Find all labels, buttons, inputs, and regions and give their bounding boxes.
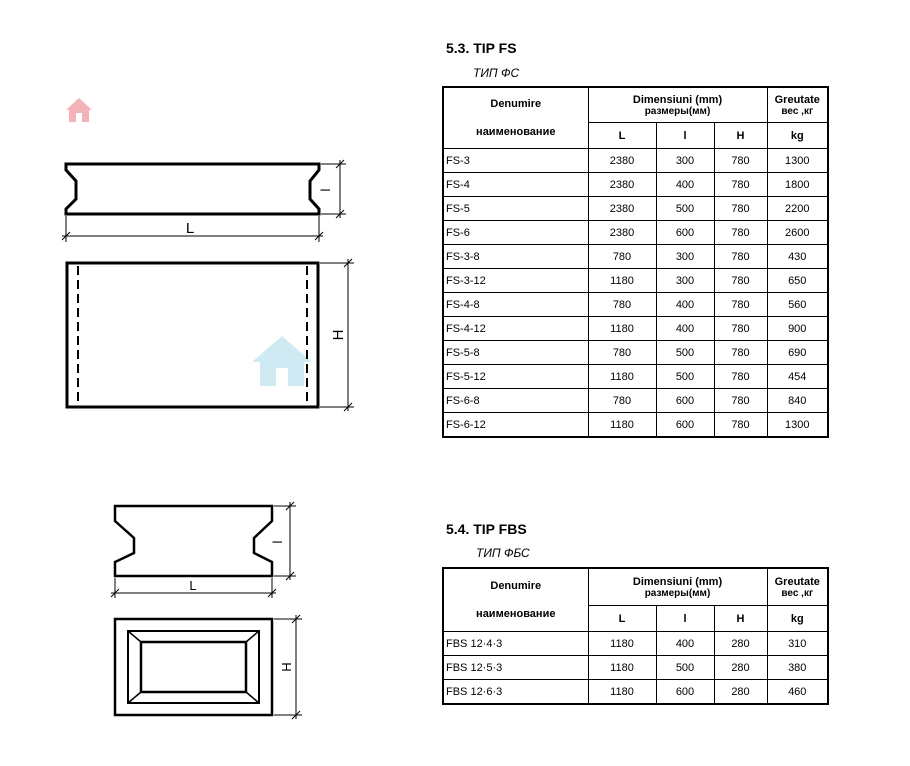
cell-H: 780 (714, 149, 767, 173)
fs-height-label: H (330, 329, 347, 341)
cell-l: 300 (656, 245, 714, 269)
cell-kg: 460 (767, 680, 828, 705)
cell-name: FBS 12·6·3 (443, 680, 588, 705)
cell-L: 780 (588, 293, 656, 317)
table-row (443, 341, 828, 365)
header-H: H (714, 606, 767, 632)
cell-L: 2380 (588, 173, 656, 197)
cell-kg: 1800 (767, 173, 828, 197)
header-H: H (714, 123, 767, 149)
cell-l: 400 (656, 293, 714, 317)
cell-L: 2380 (588, 221, 656, 245)
fs-table-body (443, 149, 828, 438)
header-dimensiuni: Dimensiuni (mm) (632, 575, 723, 588)
cell-H: 780 (714, 293, 767, 317)
header-razmery: размеры(мм) (644, 587, 711, 599)
cell-name: FS-6-12 (443, 413, 588, 438)
header-kg: kg (767, 606, 828, 632)
cell-H: 780 (714, 341, 767, 365)
cell-H: 780 (714, 365, 767, 389)
header-weight-cell (767, 87, 828, 123)
cell-kg: 840 (767, 389, 828, 413)
cell-L: 780 (588, 389, 656, 413)
cell-kg: 380 (767, 656, 828, 680)
table-row (443, 173, 828, 197)
fs-spec-table (442, 86, 829, 438)
header-kg: kg (767, 123, 828, 149)
house-watermark-icon (252, 336, 312, 386)
cell-H: 780 (714, 413, 767, 438)
fs-width-label: l (318, 188, 333, 192)
cell-name: FS-4-12 (443, 317, 588, 341)
fbs-spec-table (442, 567, 829, 705)
table-row (443, 656, 828, 680)
cell-H: 780 (714, 173, 767, 197)
header-greutate: Greutate (774, 575, 820, 588)
header-denumire: Denumire (490, 580, 542, 592)
cell-kg: 560 (767, 293, 828, 317)
cell-name: FS-5-12 (443, 365, 588, 389)
table-row (443, 293, 828, 317)
fbs-table-body (443, 632, 828, 705)
cell-L: 780 (588, 245, 656, 269)
cell-L: 1180 (588, 656, 656, 680)
header-naimenovanie: наименование (476, 608, 556, 620)
header-l: l (656, 123, 714, 149)
header-weight-cell (767, 568, 828, 606)
cell-H: 780 (714, 245, 767, 269)
cell-name: FS-6 (443, 221, 588, 245)
cell-L: 2380 (588, 149, 656, 173)
cell-H: 280 (714, 680, 767, 705)
cell-l: 300 (656, 149, 714, 173)
cell-kg: 690 (767, 341, 828, 365)
cell-kg: 900 (767, 317, 828, 341)
cell-kg: 310 (767, 632, 828, 656)
header-dimensions-cell (588, 568, 767, 606)
cell-l: 500 (656, 341, 714, 365)
fbs-width-label: l (270, 540, 285, 544)
cell-l: 500 (656, 365, 714, 389)
table-row (443, 389, 828, 413)
fbs-top-view-inner (141, 642, 246, 692)
cell-l: 500 (656, 197, 714, 221)
cell-kg: 430 (767, 245, 828, 269)
cell-l: 500 (656, 656, 714, 680)
cell-L: 1180 (588, 269, 656, 293)
fbs-height-label: H (279, 662, 294, 672)
cell-H: 780 (714, 317, 767, 341)
cell-L: 1180 (588, 317, 656, 341)
table-row (443, 413, 828, 438)
table-row (443, 197, 828, 221)
header-L: L (588, 606, 656, 632)
table-row (443, 365, 828, 389)
header-denumire: Denumire (490, 98, 542, 110)
cell-kg: 2200 (767, 197, 828, 221)
fs-section-title: 5.3. TIP FS (446, 40, 517, 56)
table-row (443, 317, 828, 341)
cell-l: 300 (656, 269, 714, 293)
cell-L: 1180 (588, 632, 656, 656)
header-ves: вес ,кг (781, 105, 814, 117)
cell-l: 600 (656, 680, 714, 705)
cell-kg: 454 (767, 365, 828, 389)
cell-L: 2380 (588, 197, 656, 221)
table-header-row (443, 87, 828, 123)
cell-name: FS-4 (443, 173, 588, 197)
cell-L: 1180 (588, 365, 656, 389)
cell-kg: 1300 (767, 149, 828, 173)
header-dimensiuni: Dimensiuni (mm) (632, 93, 723, 106)
cell-name: FS-3-8 (443, 245, 588, 269)
cell-l: 600 (656, 413, 714, 438)
fbs-length-label: L (189, 578, 197, 593)
cell-name: FBS 12·5·3 (443, 656, 588, 680)
header-razmery: размеры(мм) (644, 105, 711, 117)
cell-l: 600 (656, 389, 714, 413)
cell-l: 400 (656, 632, 714, 656)
header-ves: вес ,кг (781, 587, 814, 599)
header-l: l (656, 606, 714, 632)
cell-kg: 650 (767, 269, 828, 293)
header-name-cell (443, 568, 588, 632)
cell-name: FS-3-12 (443, 269, 588, 293)
cell-name: FS-5 (443, 197, 588, 221)
header-naimenovanie: наименование (476, 126, 556, 138)
cell-kg: 2600 (767, 221, 828, 245)
table-row (443, 245, 828, 269)
cell-H: 780 (714, 269, 767, 293)
cell-l: 600 (656, 221, 714, 245)
cell-name: FS-3 (443, 149, 588, 173)
table-row (443, 680, 828, 705)
cell-name: FS-5-8 (443, 341, 588, 365)
fs-profile-shape (66, 164, 319, 214)
cell-L: 780 (588, 341, 656, 365)
house-watermark-icon (66, 98, 92, 122)
cell-H: 780 (714, 389, 767, 413)
cell-l: 400 (656, 317, 714, 341)
cell-H: 780 (714, 197, 767, 221)
cell-name: FS-6-8 (443, 389, 588, 413)
header-dimensions-cell (588, 87, 767, 123)
cell-L: 1180 (588, 680, 656, 705)
fbs-top-view-outer (115, 619, 272, 715)
cell-H: 280 (714, 632, 767, 656)
cell-l: 400 (656, 173, 714, 197)
fbs-profile-shape (115, 506, 272, 576)
table-header-row (443, 568, 828, 606)
fbs-section-subtitle: ТИП ФБС (476, 546, 530, 560)
table-row (443, 632, 828, 656)
table-row (443, 221, 828, 245)
table-row (443, 269, 828, 293)
header-L: L (588, 123, 656, 149)
cell-name: FBS 12·4·3 (443, 632, 588, 656)
cell-name: FS-4-8 (443, 293, 588, 317)
fs-length-label: L (185, 220, 195, 237)
cell-L: 1180 (588, 413, 656, 438)
cell-H: 780 (714, 221, 767, 245)
header-name-cell (443, 87, 588, 149)
fbs-section-title: 5.4. TIP FBS (446, 521, 527, 537)
fs-section-subtitle: ТИП ФС (473, 66, 520, 80)
cell-kg: 1300 (767, 413, 828, 438)
cell-H: 280 (714, 656, 767, 680)
table-row (443, 149, 828, 173)
header-greutate: Greutate (774, 93, 820, 106)
